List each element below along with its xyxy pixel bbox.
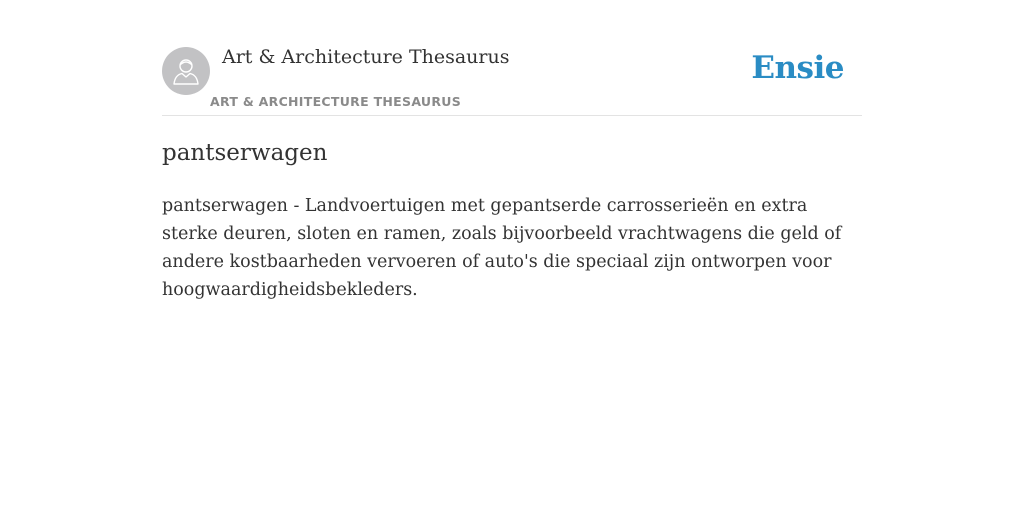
brand-logo[interactable]: Ensie [751, 50, 844, 86]
author-name[interactable]: Art & Architecture Thesaurus [222, 46, 510, 68]
avatar[interactable] [162, 47, 210, 95]
source-label[interactable]: ART & ARCHITECTURE THESAURUS [210, 94, 462, 109]
entry-header [162, 0, 862, 116]
entry-definition: pantserwagen - Landvoertuigen met gepantserde carrosserieën en extra sterke deuren, sloten en ramen, zoals bijvoorbeeld vrachtwagens die geld of andere kostbaarheden vervoeren of auto's die speciaal zijn ontworpen voor hoogwaardigheidsbekleders. [162, 196, 842, 300]
user-icon [171, 56, 201, 86]
entry-term: pantserwagen [162, 140, 328, 166]
page-content [162, 0, 862, 300]
